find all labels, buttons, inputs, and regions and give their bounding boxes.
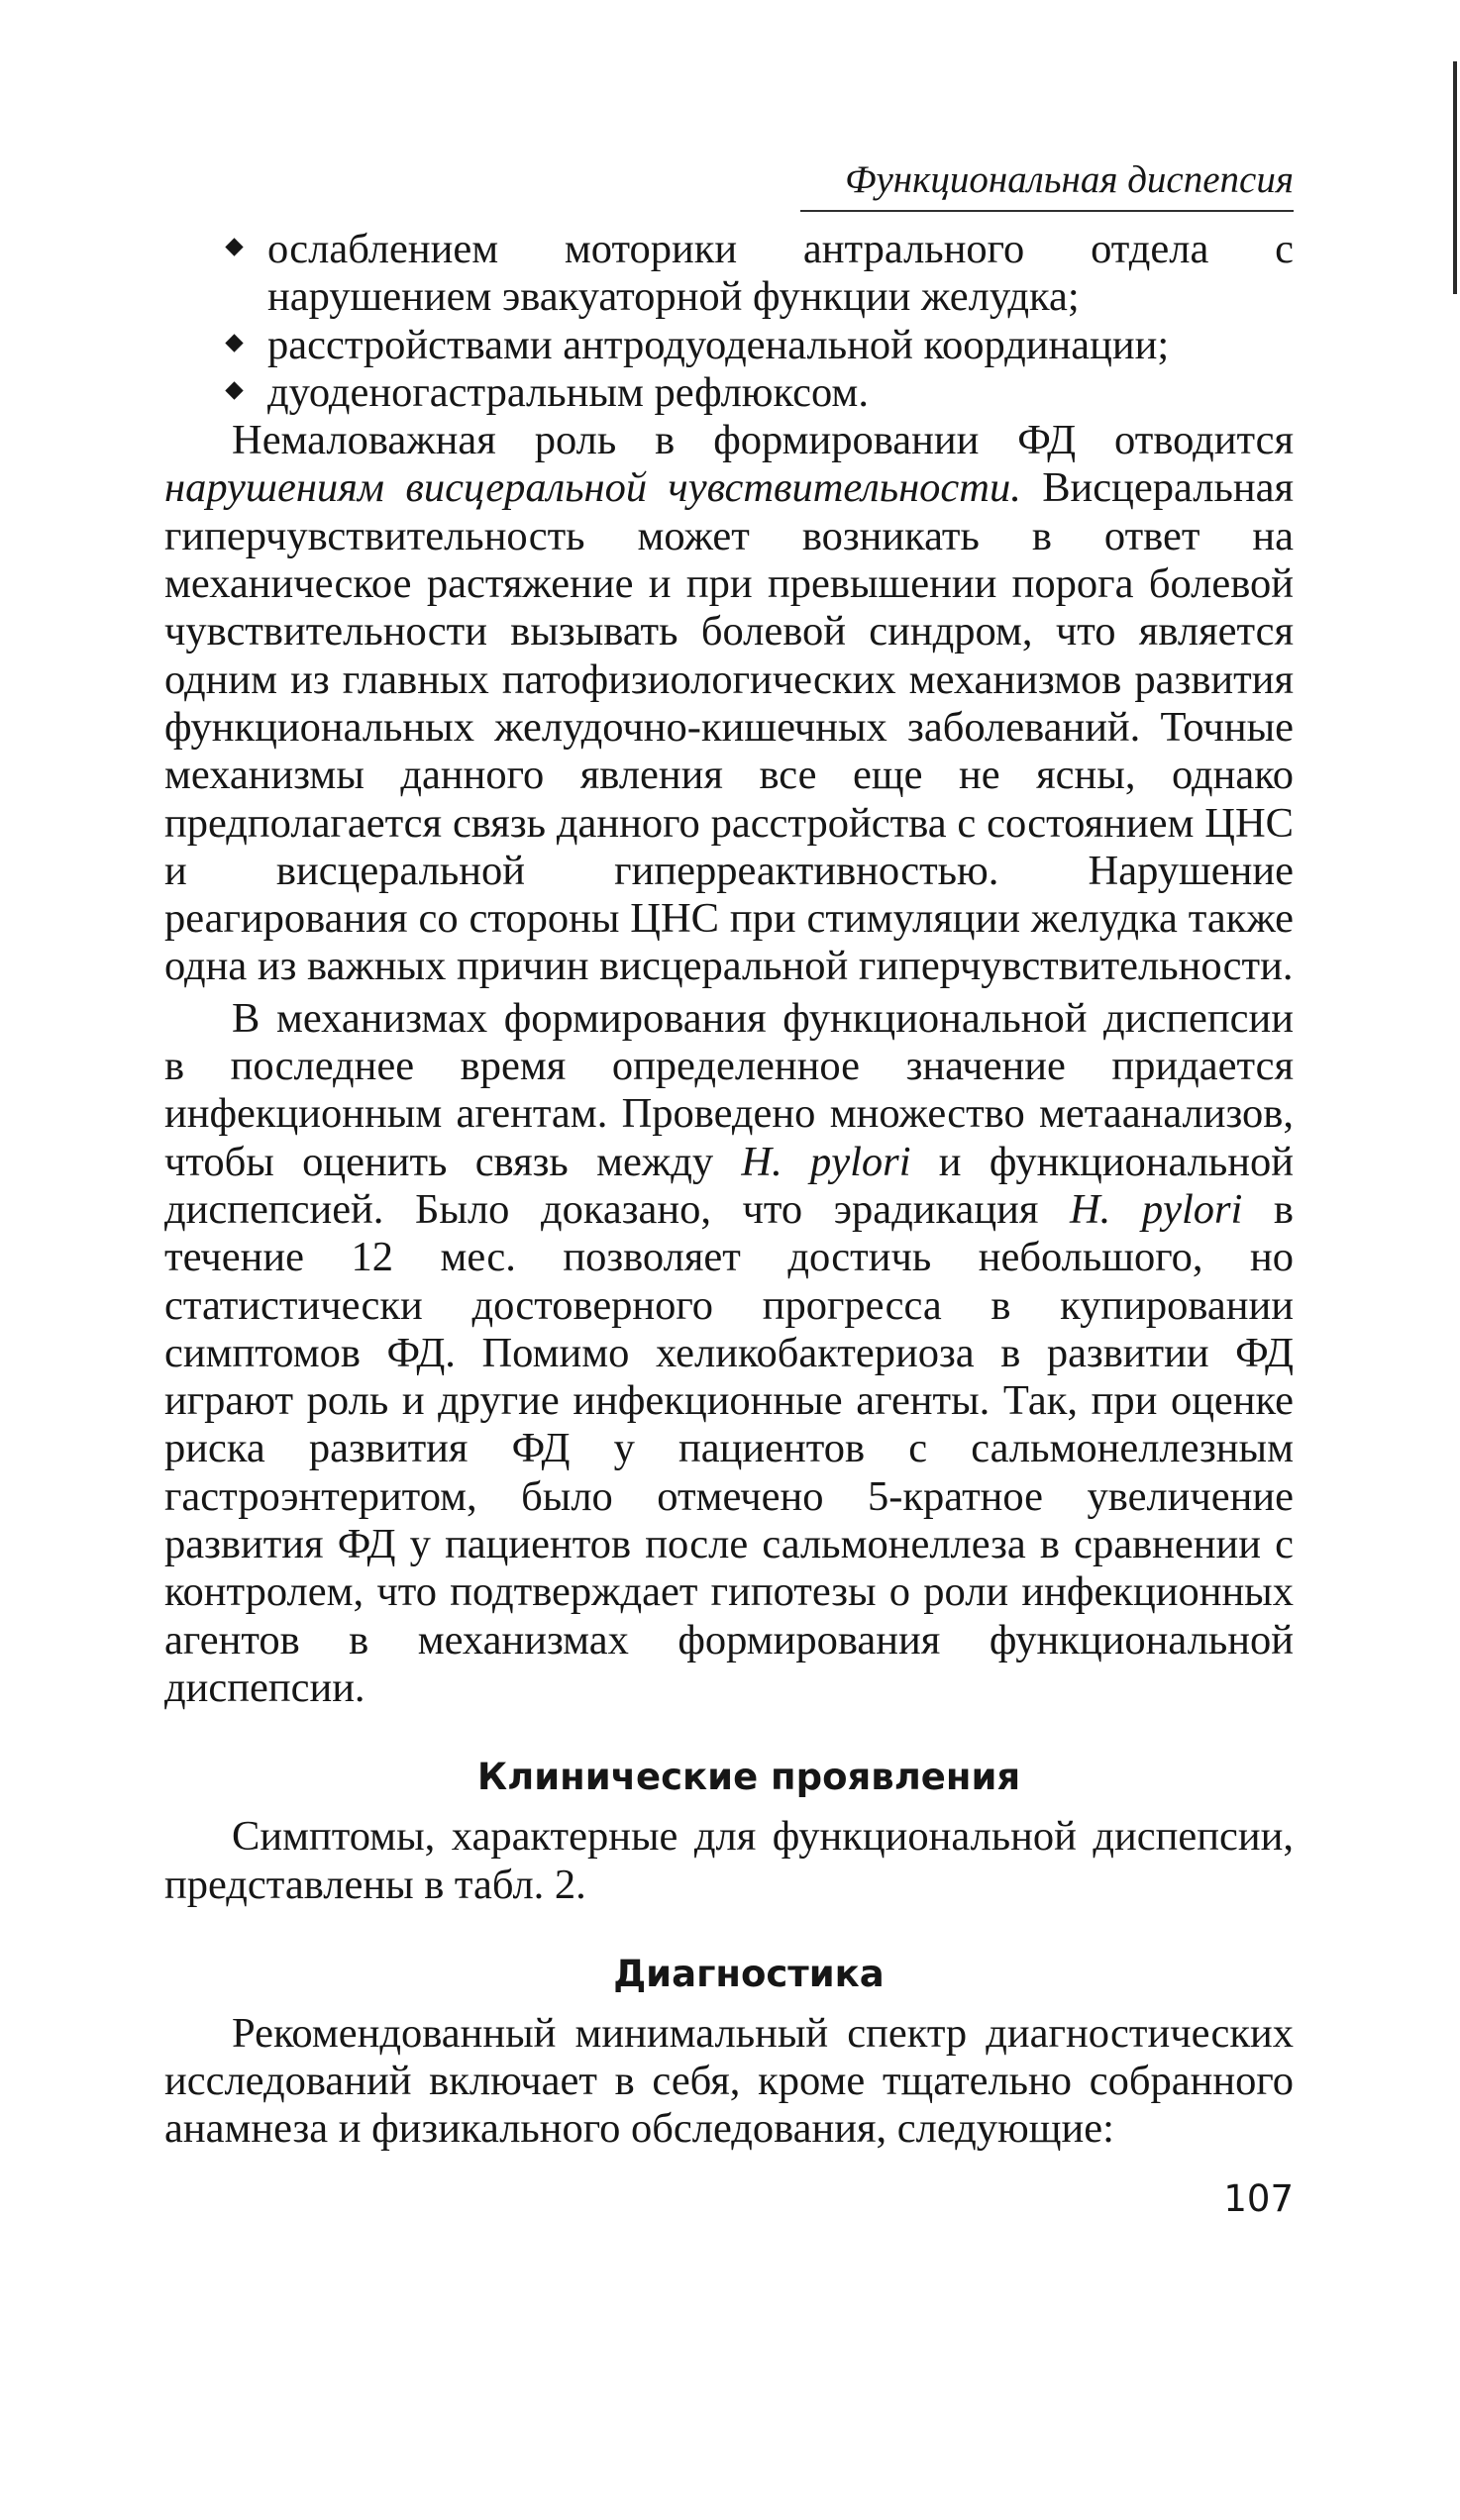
paragraph-symptoms: Симптомы, характерные для функциональной диспепсии, представлены в табл. 2. [164,1813,1294,1908]
page-body [164,226,1294,2154]
bullet-list [164,226,1294,417]
header-rule [800,210,1294,212]
page-number: 107 [1223,2177,1294,2220]
bullet-text: ослаблением моторики антрального отдела с нарушением эвакуаторной функции желудка; [267,226,1294,321]
section-heading-diagnostics: Диагностика [613,1952,885,1995]
paragraph-text: Немаловажная роль в формировании ФД отводится [232,417,1294,464]
emphasis-text: нарушениям висцеральной чувствительности. [164,464,1021,512]
paragraph-text: и функциональной диспепсией. Было доказано, что эрадикация [164,1138,1295,1233]
paragraph-text: В механизмах формирования функциональной диспепсии в последнее время определенное значение придается инфекционным агентам. Проведено множество метаанализов, чтобы оценить связь между [164,994,1294,1185]
scan-edge-line [1453,61,1457,294]
bullet-item [164,322,1294,369]
paragraph-visceral-sensitivity [164,417,1294,991]
running-header: Функциональная диспепсия [845,158,1294,201]
section-heading-clinical: Клинические проявления [476,1756,1021,1799]
paragraph-infectious-agents [164,995,1294,1712]
paragraph-text: Висцеральная гиперчувствительность может возникать в ответ на механическое растяжение и при превышении порога болевой чувствительности вызывать болевой синдром, что является одним из главных патофизиологических механизмов развития функциональных желудочно-кишечных заболеваний. Точные механизмы данного явления все еще не ясны, однако предполагается связь данного расстройства с состоянием ЦНС и висцеральной гиперреактивностью. Нарушение реагирования со стороны ЦНС при стимуляции желудка также одна из важных причин висцеральной гиперчувствительности. [164,464,1295,990]
emphasis-text: H. pylori [1069,1185,1243,1233]
paragraph-text: в течение 12 мес. позволяет достичь небольшого, но статистически достоверного прогресса в купировании симптомов ФД. Помимо хеликобактериоза в развитии ФД играют роль и другие инфекционные агенты. Так, при оценке риска развития ФД у пациентов с сальмонеллезным гастроэнтеритом, было отмечено 5-кратное увеличение развития ФД у пациентов после сальмонеллеза в сравнении с контролем, что подтверждает гипотезы о роли инфекционных агентов в механизмах формирования функциональной диспепсии. [164,1185,1294,1711]
paragraph-diagnostics: Рекомендованный минимальный спектр диагностических исследований включает в себя, кроме тщательно собранного анамнеза и физикального обследования, следующие: [164,2009,1294,2153]
bullet-text: дуоденогастральным рефлюксом. [267,368,869,416]
emphasis-text: H. pylori [741,1138,911,1185]
bullet-item [164,226,1294,322]
bullet-text: расстройствами антродуоденальной координации; [267,321,1170,368]
bullet-item [164,369,1294,417]
